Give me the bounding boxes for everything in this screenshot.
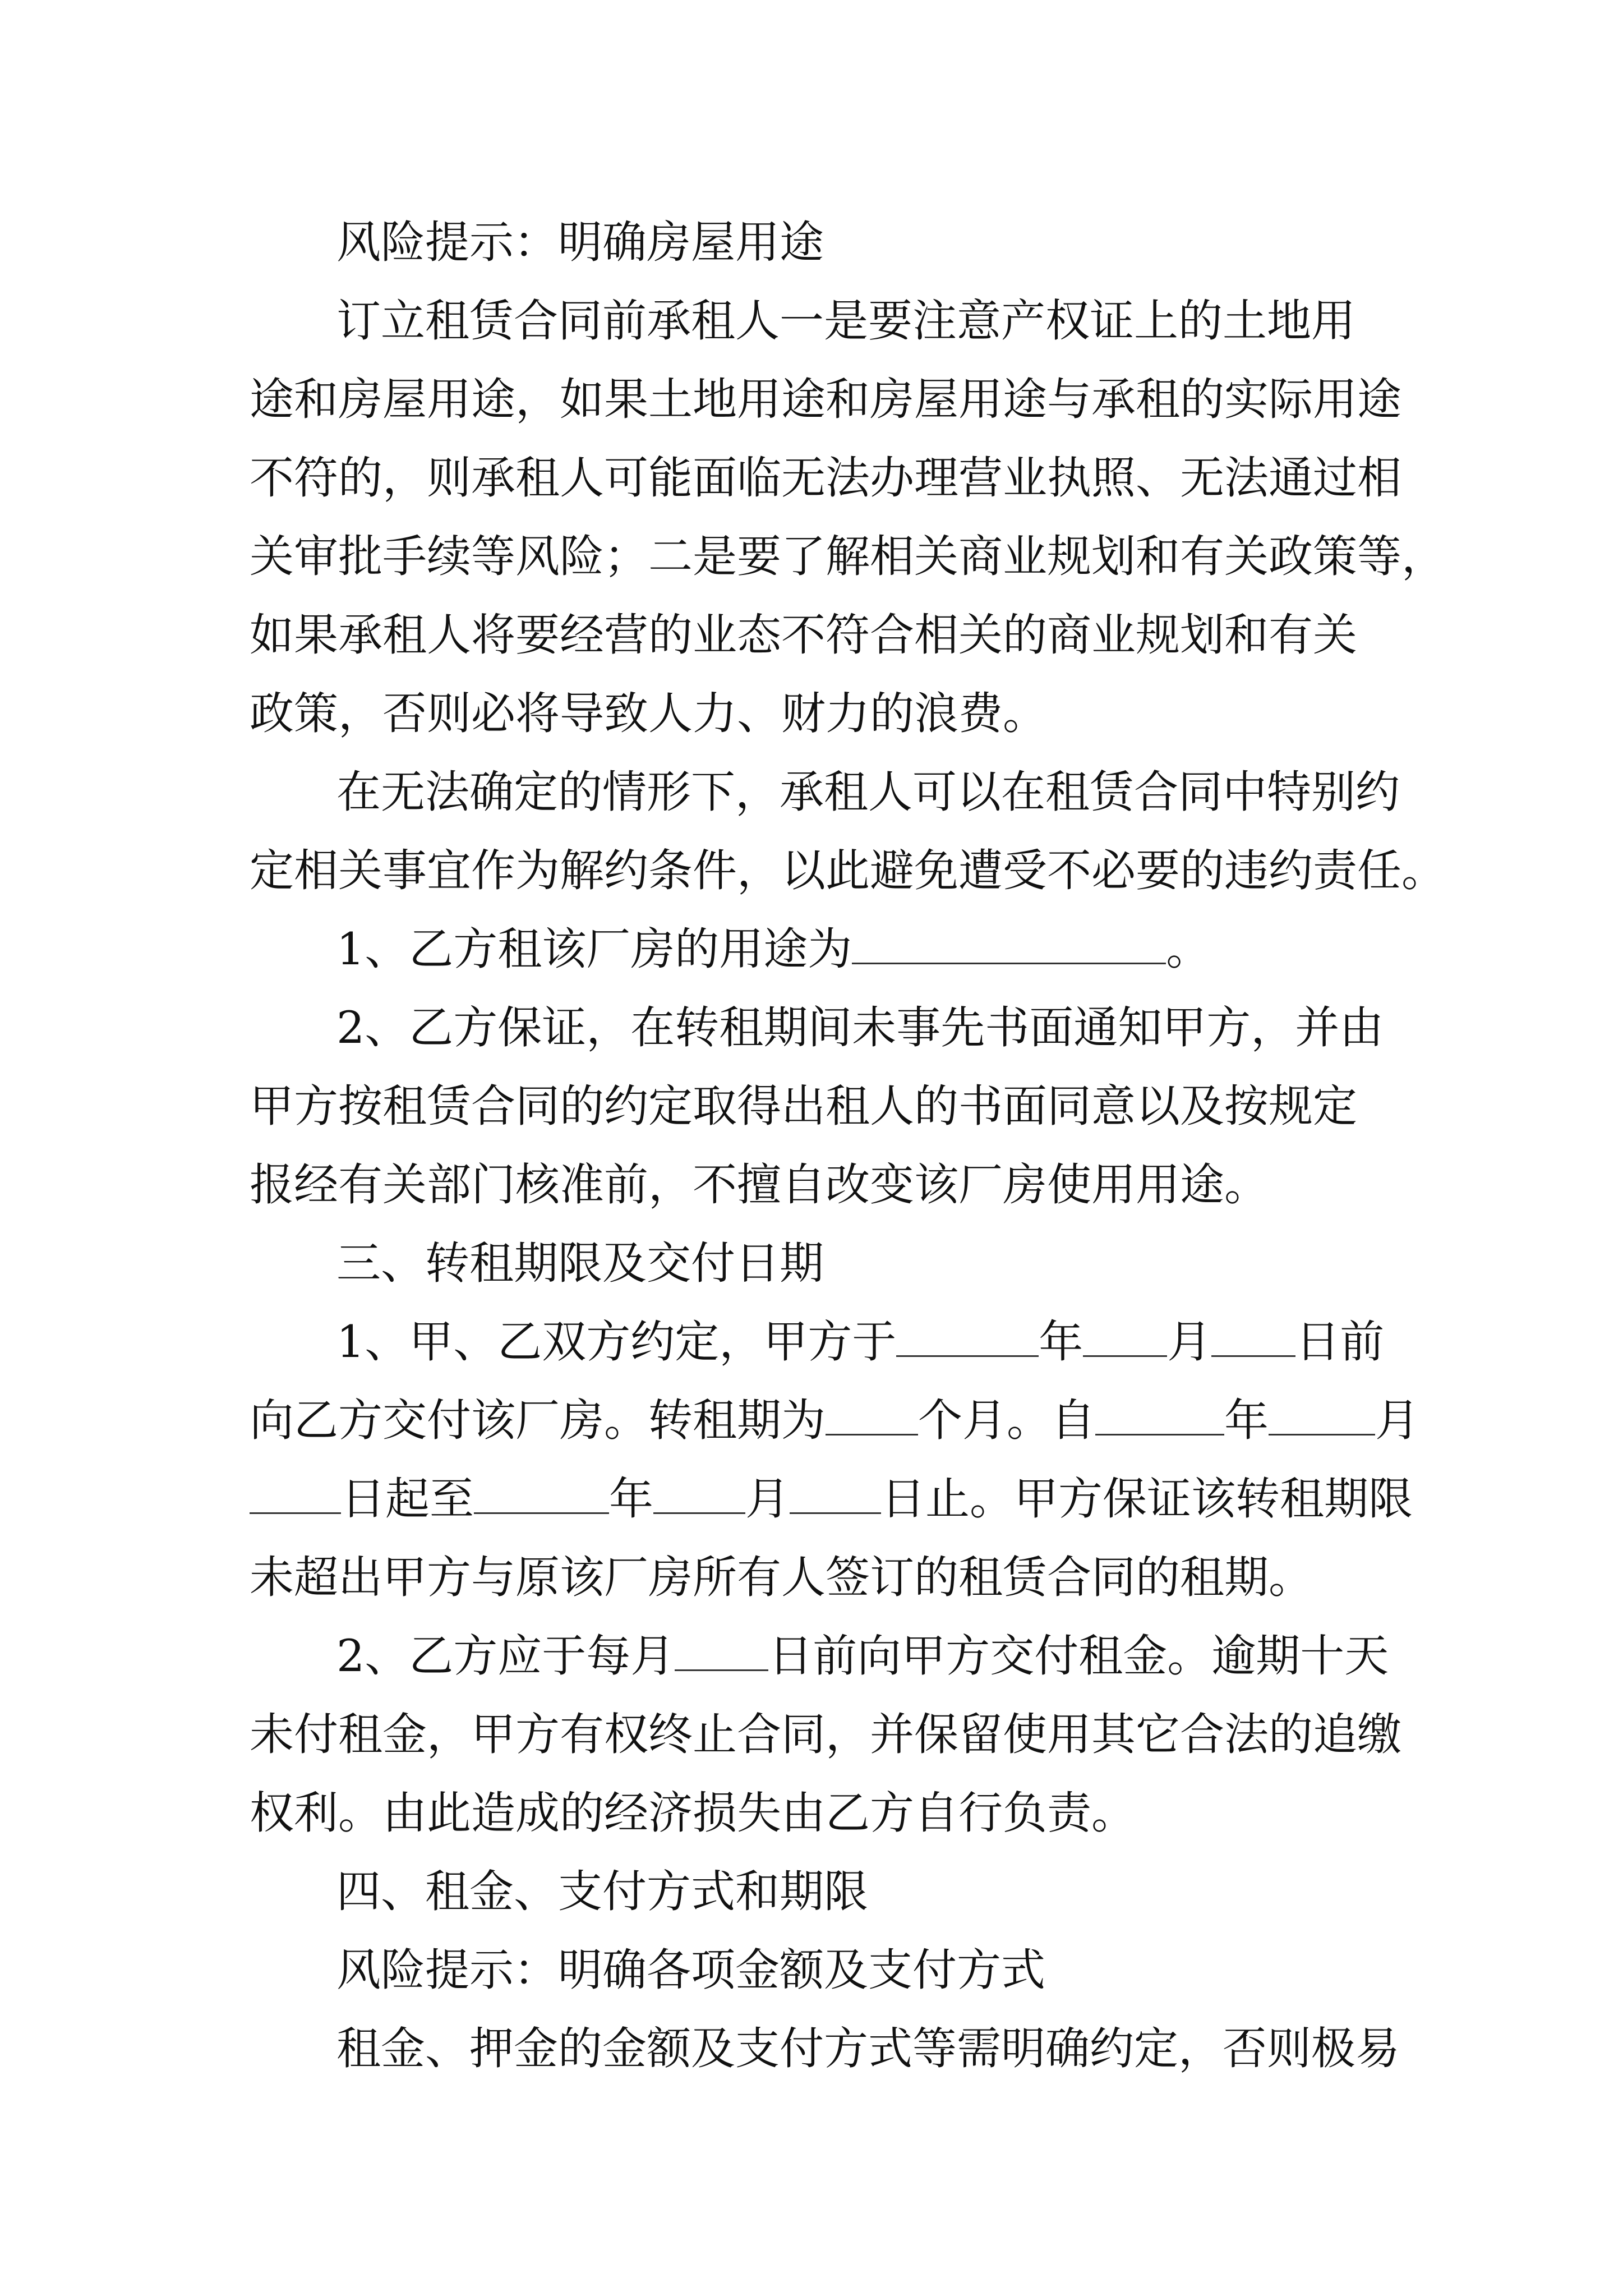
paragraph-line: 政策，否则必将导致人力、财力的浪费。: [250, 688, 1047, 739]
paragraph-line: 未超出甲方与原该厂房所有人签订的租赁合同的租期。: [250, 1552, 1313, 1603]
fill-blank-day[interactable]: [1211, 1315, 1295, 1357]
fill-blank-months[interactable]: [826, 1393, 918, 1435]
paragraph-line: 报经有关部门核准前，不擅自改变该厂房使用用途。: [250, 1159, 1269, 1211]
clause-term-length: 向乙方交付该厂房。转租期为 个月。自 年 月: [250, 1395, 1419, 1446]
fill-blank-end-year[interactable]: [474, 1472, 609, 1514]
fill-blank-usage[interactable]: [852, 922, 1166, 964]
paragraph-line: 关审批手续等风险；二是要了解相关商业规划和有关政策等，: [250, 531, 1446, 582]
section-heading-rent: 四、租金、支付方式和期限: [336, 1866, 868, 1917]
paragraph-line: 不符的，则承租人可能面临无法办理营业执照、无法通过相: [250, 452, 1401, 504]
clause-text: 1、乙方租该厂房的用途为: [336, 923, 852, 975]
paragraph-line: 如果承租人将要经营的业态不符合相关的商业规划和有关: [250, 609, 1357, 661]
fill-blank-start-day[interactable]: [250, 1472, 341, 1514]
clause-usage: [0, 909, 1623, 990]
section-heading-term: 三、转租期限及交付日期: [336, 1237, 824, 1289]
clause-delivery-date: 1、甲、乙双方约定，甲方于 年 月 日前: [336, 1316, 1385, 1368]
fill-blank-end-day[interactable]: [790, 1472, 881, 1514]
clause-text: 。: [1166, 923, 1211, 975]
fill-blank-end-month[interactable]: [653, 1472, 745, 1514]
paragraph-line: 甲方按租赁合同的约定取得出租人的书面同意以及按规定: [250, 1080, 1357, 1132]
fill-blank-year[interactable]: [896, 1315, 1039, 1357]
fill-blank-pay-day[interactable]: [675, 1629, 768, 1671]
paragraph-line: 途和房屋用途，如果土地用途和房屋用途与承租的实际用途: [250, 374, 1401, 425]
risk-tip-heading-amounts: 风险提示：明确各项金额及支付方式: [336, 1944, 1045, 1996]
fill-blank-start-year[interactable]: [1095, 1393, 1224, 1435]
paragraph-line: 权利。由此造成的经济损失由乙方自行负责。: [250, 1787, 1136, 1839]
paragraph-line: 在无法确定的情形下，承租人可以在租赁合同中特别约: [336, 766, 1400, 818]
paragraph-line: 订立租赁合同前承租人一是要注意产权证上的土地用: [336, 295, 1355, 347]
fill-blank-start-month[interactable]: [1269, 1393, 1375, 1435]
paragraph-line: 定相关事宜作为解约条件，以此避免遭受不必要的违约责任。: [250, 845, 1446, 896]
paragraph-line: 2、乙方保证，在转租期间未事先书面通知甲方，并由: [336, 1002, 1384, 1053]
paragraph-line: 租金、押金的金额及支付方式等需明确约定，否则极易: [336, 2023, 1400, 2074]
risk-tip-heading-usage: 风险提示：明确房屋用途: [336, 217, 824, 268]
clause-term-end: 日起至 年 月 日止。甲方保证该转租期限: [0, 1458, 1623, 1540]
paragraph-line: 未付租金，甲方有权终止合同，并保留使用其它合法的追缴: [250, 1709, 1401, 1760]
fill-blank-month[interactable]: [1083, 1315, 1167, 1357]
clause-rent-payment: 2、乙方应于每月 日前向甲方交付租金。逾期十天: [336, 1630, 1389, 1682]
